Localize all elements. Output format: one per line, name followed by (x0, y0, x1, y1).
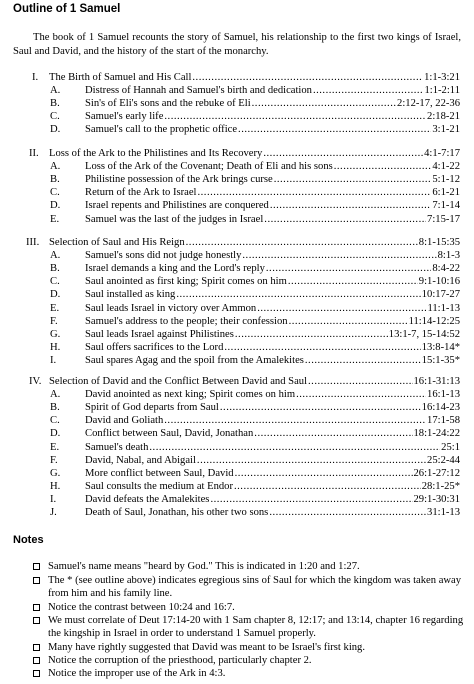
outline-entry (85, 304, 460, 315)
outline-label: I. (50, 354, 57, 366)
outline-label: J. (50, 507, 57, 518)
outline-entry (85, 443, 460, 454)
outline-entry (49, 377, 460, 388)
outline-text: Saul consults the medium at Endor (85, 480, 233, 492)
outline-entry (85, 277, 460, 288)
outline-entry (85, 403, 460, 414)
dot-leader (224, 343, 420, 354)
outline-text: Samuel's death (85, 441, 149, 453)
outline-label: B. (50, 402, 60, 414)
dot-leader (289, 317, 408, 328)
scripture-reference: 16:1-31:13 (413, 376, 460, 387)
outline-text: Israel repents and Philistines are conquered (85, 200, 269, 212)
scripture-reference: 11:1-13 (427, 302, 460, 314)
scripture-reference: 7:15-17 (427, 213, 460, 225)
outline-item-row (0, 482, 474, 495)
dot-leader (197, 456, 426, 467)
note-text: Samuel's name means "heard by God." This is indicated in 1:20 and 1:27. (48, 561, 360, 572)
scripture-reference: 10:17-27 (421, 289, 460, 301)
note-text: Notice the improper use of the Ark in 4:3. (48, 668, 226, 679)
outline-label: A. (50, 389, 61, 401)
dot-leader (235, 469, 413, 480)
dot-leader (164, 112, 426, 123)
checkbox-bullet-icon (33, 604, 40, 611)
outline-text: David defeats the Amalekites (85, 493, 210, 505)
outline-item-row (0, 403, 474, 416)
outline-entry (85, 125, 460, 136)
dot-leader (305, 356, 421, 367)
checkbox-bullet-icon (33, 657, 40, 664)
dot-leader (210, 495, 412, 506)
outline-entry (85, 162, 460, 173)
scripture-reference: 11:14-12:25 (408, 315, 460, 327)
dot-leader (288, 277, 418, 288)
outline-text: Philistine possession of the Ark brings curse (85, 174, 273, 186)
outline-text: Conflict between Saul, David, Jonathan (85, 428, 254, 440)
outline-label: A. (50, 161, 61, 173)
outline-item-row (0, 456, 474, 469)
dot-leader (220, 403, 421, 414)
outline-text: Selection of Saul and His Reign (49, 237, 185, 248)
outline-label: A. (50, 250, 61, 262)
dot-leader (308, 377, 412, 388)
section-heading-row (0, 238, 474, 251)
scripture-reference: 25:2-44 (427, 454, 460, 466)
outline-item-row (0, 162, 474, 175)
dot-leader (242, 251, 436, 262)
checkbox-bullet-icon (33, 617, 40, 624)
scripture-reference: 25:1 (441, 441, 460, 453)
outline-text: Distress of Hannah and Samuel's birth and dedication (85, 85, 312, 97)
scripture-reference: 8:1-15:35 (418, 237, 460, 248)
dot-leader (164, 416, 426, 427)
outline-label: C. (50, 187, 60, 199)
outline-label: I. (50, 493, 57, 505)
outline-item-row (0, 215, 474, 228)
scripture-reference: 18:1-24:22 (413, 428, 460, 440)
dot-leader (269, 508, 426, 519)
outline-text: Loss of the Ark of the Covenant; Death of Eli and his sons (85, 161, 333, 173)
outline-entry (85, 429, 460, 440)
outline-text: Spirit of God departs from Saul (85, 402, 219, 414)
outline-entry (85, 508, 460, 519)
outline-entry (85, 495, 460, 506)
outline-label: III. (26, 237, 40, 248)
checkbox-bullet-icon (33, 644, 40, 651)
outline-item-row (0, 201, 474, 214)
outline-label: E. (50, 213, 60, 225)
note-text: Notice the contrast between 10:24 and 16:7. (48, 602, 235, 613)
outline-item-row (0, 416, 474, 429)
dot-leader (313, 86, 424, 97)
notes-heading: Notes (13, 534, 44, 546)
outline-item-row (0, 251, 474, 264)
outline-entry (85, 201, 460, 212)
outline-entry (85, 469, 460, 480)
dot-leader (234, 482, 421, 493)
outline-label: D. (50, 200, 61, 212)
outline-label: G. (50, 467, 61, 479)
outline-entry (85, 390, 460, 401)
outline-item-row (0, 86, 474, 99)
outline-label: D. (50, 124, 61, 136)
outline-text: Samuel's address to the people; their confession (85, 315, 288, 327)
outline-entry (85, 416, 460, 427)
outline-label: F. (50, 454, 58, 466)
outline-item-row (0, 99, 474, 112)
outline-entry (49, 238, 460, 249)
outline-text: David anointed as next king; Spirit comes on him (85, 389, 296, 401)
outline-entry (85, 482, 460, 493)
checkbox-bullet-icon (33, 670, 40, 677)
scripture-reference: 13:1-7, 15-14:52 (388, 328, 460, 340)
outline-text: More conflict between Saul, David (85, 467, 234, 479)
dot-leader (176, 290, 420, 301)
scripture-reference: 28:1-25* (421, 480, 460, 492)
outline-label: IV. (29, 376, 42, 387)
outline-entry (85, 112, 460, 123)
outline-entry (85, 330, 460, 341)
scripture-reference: 3:1-21 (432, 124, 460, 136)
dot-leader (186, 238, 418, 249)
outline-entry (85, 86, 460, 97)
scripture-reference: 17:1-58 (427, 415, 460, 427)
outline-entry (85, 456, 460, 467)
outline-item-row (0, 317, 474, 330)
outline-entry (85, 215, 460, 226)
scripture-reference: 9:1-10:16 (418, 276, 460, 288)
scripture-reference: 29:1-30:31 (413, 493, 460, 505)
outline-label: C. (50, 111, 60, 123)
outline-entry (49, 149, 460, 160)
outline-item-row (0, 188, 474, 201)
outline-item-row (0, 343, 474, 356)
dot-leader (264, 215, 426, 226)
scripture-reference: 4:1-22 (432, 161, 460, 173)
scripture-reference: 16:1-13 (427, 389, 460, 401)
note-text: We must correlate of Deut 17:14-20 with 1 Sam chapter 8, 12:17; and 13:14, chapter 16 regarding the kingship in Israel in order to understand 1 Samuel properly. (48, 615, 464, 640)
outline-entry (85, 188, 460, 199)
dot-leader (254, 429, 412, 440)
section-heading-row (0, 149, 474, 162)
outline-label: B. (50, 174, 60, 186)
outline-item-row (0, 508, 474, 521)
outline-item-row (0, 290, 474, 303)
dot-leader (192, 73, 423, 84)
scripture-reference: 2:12-17, 22-36 (397, 98, 460, 110)
note-text: The * (see outline above) indicates egregious sins of Saul for which the kingdom was taken away from him and his family line. (48, 575, 462, 600)
outline-item-row (0, 330, 474, 343)
dot-leader (270, 201, 431, 212)
outline-label: A. (50, 85, 61, 97)
scripture-reference: 16:14-23 (421, 402, 460, 414)
outline-item-row (0, 125, 474, 138)
outline-entry (85, 175, 460, 186)
outline-label: E. (50, 441, 60, 453)
outline-text: Saul spares Agag and the spoil from the Amalekites (85, 354, 304, 366)
outline-text: Death of Saul, Jonathan, his other two sons (85, 507, 269, 518)
outline-text: Samuel's call to the prophetic office (85, 124, 238, 136)
outline-item-row (0, 429, 474, 442)
scripture-reference: 1:1-3:21 (424, 72, 460, 83)
outline-label: H. (50, 341, 61, 353)
document-title: Outline of 1 Samuel (13, 3, 121, 15)
scripture-reference: 6:1-21 (432, 187, 460, 199)
scripture-reference: 13:8-14* (421, 341, 460, 353)
outline-text: Saul leads Israel against Philistines (85, 328, 234, 340)
outline-item-row (0, 443, 474, 456)
outline-text: Samuel's sons did not judge honestly (85, 250, 242, 262)
outline-text: Samuel's early life (85, 111, 164, 123)
intro-paragraph: The book of 1 Samuel recounts the story of Samuel, his relationship to the first two kings of Israel, Saul and David, and the history of the start of the monarchy. (13, 32, 461, 57)
dot-leader (263, 149, 423, 160)
outline-label: G. (50, 328, 61, 340)
outline-text: Loss of the Ark to the Philistines and Its Recovery (49, 148, 263, 159)
outline-entry (85, 317, 460, 328)
outline-text: Sin's of Eli's sons and the rebuke of Eli (85, 98, 251, 110)
checkbox-bullet-icon (33, 577, 40, 584)
outline-text: The Birth of Samuel and His Call (49, 72, 192, 83)
outline-item-row (0, 112, 474, 125)
outline-label: D. (50, 289, 61, 301)
dot-leader (149, 443, 440, 454)
outline-label: E. (50, 302, 60, 314)
outline-entry (85, 343, 460, 354)
outline-item-row (0, 304, 474, 317)
outline-text: Return of the Ark to Israel (85, 187, 197, 199)
dot-leader (252, 99, 396, 110)
outline-entry (85, 290, 460, 301)
outline-item-row (0, 495, 474, 508)
dot-leader (274, 175, 432, 186)
dot-leader (266, 264, 431, 275)
outline-entry (49, 73, 460, 84)
scripture-reference: 31:1-13 (427, 507, 460, 518)
outline-text: Saul installed as king (85, 289, 176, 301)
outline-label: C. (50, 415, 60, 427)
section-heading-row (0, 377, 474, 390)
outline-item-row (0, 469, 474, 482)
outline-label: I. (32, 72, 39, 83)
scripture-reference: 26:1-27:12 (413, 467, 460, 479)
scripture-reference: 8:1-3 (437, 250, 460, 262)
outline-item-row (0, 356, 474, 369)
outline-entry (85, 251, 460, 262)
outline-item-row (0, 175, 474, 188)
outline-entry (85, 264, 460, 275)
note-text: Many have rightly suggested that David was meant to be Israel's first king. (48, 642, 366, 653)
outline-text: Samuel was the last of the judges in Israel (85, 213, 264, 225)
outline-label: B. (50, 98, 60, 110)
scripture-reference: 5:1-12 (432, 174, 460, 186)
dot-leader (257, 304, 426, 315)
dot-leader (235, 330, 388, 341)
dot-leader (198, 188, 432, 199)
outline-text: Israel demands a king and the Lord's reply (85, 263, 265, 275)
scripture-reference: 4:1-7:17 (424, 148, 460, 159)
checkbox-bullet-icon (33, 563, 40, 570)
outline-text: David and Goliath (85, 415, 164, 427)
outline-item-row (0, 390, 474, 403)
outline-label: C. (50, 276, 60, 288)
outline-item-row (0, 277, 474, 290)
dot-leader (334, 162, 432, 173)
section-heading-row (0, 73, 474, 86)
scripture-reference: 2:18-21 (427, 111, 460, 123)
outline-text: Saul leads Israel in victory over Ammon (85, 302, 257, 314)
outline-text: David, Nabal, and Abigail (85, 454, 196, 466)
outline-text: Saul offers sacrifices to the Lord (85, 341, 224, 353)
outline-entry (85, 99, 460, 110)
dot-leader (238, 125, 431, 136)
scripture-reference: 15:1-35* (421, 354, 460, 366)
scripture-reference: 8:4-22 (432, 263, 460, 275)
outline-label: H. (50, 480, 61, 492)
scripture-reference: 7:1-14 (432, 200, 460, 212)
note-text: Notice the corruption of the priesthood, particularly chapter 2. (48, 655, 312, 666)
outline-label: F. (50, 315, 58, 327)
outline-label: B. (50, 263, 60, 275)
outline-item-row (0, 264, 474, 277)
outline-entry (85, 356, 460, 367)
scripture-reference: 1:1-2:11 (424, 85, 460, 97)
outline-text: Selection of David and the Conflict Between David and Saul (49, 376, 308, 387)
outline-text: Saul anointed as first king; Spirit comes on him (85, 276, 287, 288)
outline-label: D. (50, 428, 61, 440)
outline-label: II. (29, 148, 39, 159)
dot-leader (296, 390, 426, 401)
